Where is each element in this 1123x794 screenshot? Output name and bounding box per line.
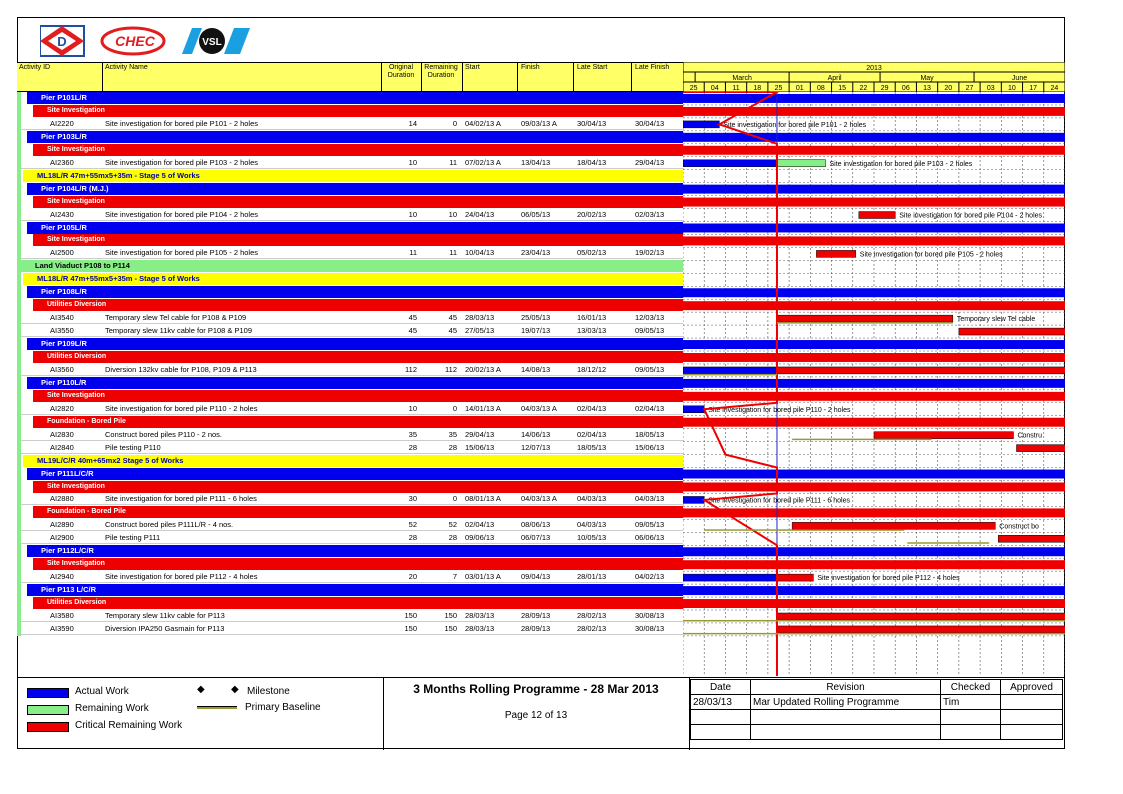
finish-date: 09/04/13 bbox=[521, 572, 551, 582]
baseline-bar bbox=[683, 620, 1065, 622]
actual-bar bbox=[683, 367, 777, 374]
original-duration: 28 bbox=[408, 533, 417, 543]
activity-row bbox=[17, 364, 683, 376]
activity-name: Pile testing P111 bbox=[105, 533, 161, 543]
finish-date: 19/07/13 bbox=[521, 326, 551, 336]
remaining-duration: 10 bbox=[448, 209, 457, 219]
gantt-timescale bbox=[683, 62, 1065, 92]
finish-date: 28/09/13 bbox=[521, 623, 551, 633]
subgroup-summary-bar bbox=[683, 560, 1065, 569]
activity-name: Pile testing P110 bbox=[105, 442, 161, 452]
late-start-date: 18/05/13 bbox=[577, 442, 607, 452]
week-label: 04 bbox=[710, 85, 719, 92]
remaining-duration: 11 bbox=[449, 157, 457, 167]
activity-name: Construct bored piles P111L/R - 4 nos. bbox=[105, 520, 234, 530]
critical-bar bbox=[777, 626, 1065, 633]
stage-header: ML18L/R 47m+55mx5+35m - Stage 5 of Works bbox=[23, 170, 683, 182]
start-date: 10/04/13 bbox=[465, 248, 495, 258]
activity-name: Construct bored piles P110 - 2 nos. bbox=[105, 429, 223, 439]
activity-name: Site investigation for bored pile P104 - 2 holes bbox=[105, 209, 259, 219]
week-label: 24 bbox=[1050, 85, 1059, 92]
original-duration: 45 bbox=[408, 313, 417, 323]
finish-date: 13/04/13 bbox=[521, 157, 551, 167]
remaining-duration: 28 bbox=[448, 533, 457, 543]
activity-id: AI2220 bbox=[50, 118, 74, 128]
programme-title: 3 Months Rolling Programme - 28 Mar 2013 bbox=[413, 682, 659, 696]
group-summary-bar bbox=[683, 379, 1065, 388]
remaining-duration: 150 bbox=[444, 623, 457, 633]
start-date: 28/03/13 bbox=[465, 313, 495, 323]
subgroup-summary-bar bbox=[683, 198, 1065, 207]
activity-name: Diversion IPA250 Gasmain for P113 bbox=[105, 623, 225, 633]
week-label: 18 bbox=[753, 85, 762, 92]
activity-id: AI3580 bbox=[50, 611, 74, 620]
late-start-date: 18/04/13 bbox=[577, 157, 607, 167]
group-summary-bar bbox=[683, 340, 1065, 349]
late-finish-date: 02/03/13 bbox=[635, 209, 665, 219]
remaining-duration: 35 bbox=[448, 429, 457, 439]
remaining-duration: 45 bbox=[448, 313, 457, 323]
month-label: March bbox=[732, 75, 752, 82]
late-start-date: 18/12/12 bbox=[577, 364, 607, 374]
milestone-diamond-icon: ◆ bbox=[197, 684, 205, 695]
logo1-text: D bbox=[57, 34, 67, 49]
bar-label: Site investigation for bored pile P104 - 2 holes bbox=[899, 212, 1043, 220]
remaining-duration: 0 bbox=[452, 118, 457, 128]
original-duration: 10 bbox=[408, 157, 417, 167]
remaining-duration: 45 bbox=[448, 326, 457, 336]
week-label: 01 bbox=[795, 85, 804, 92]
activity-name: Diversion 132kv cable for P108, P109 & P113 bbox=[105, 364, 257, 374]
activity-id: AI2900 bbox=[50, 533, 74, 543]
viaduct-header: Land Viaduct P108 to P114 bbox=[17, 260, 683, 272]
group-header: Pier P113 L/C/R bbox=[27, 584, 683, 596]
finish-date: 09/03/13 A bbox=[521, 118, 557, 128]
start-date: 07/02/13 A bbox=[465, 157, 501, 167]
legend-critical-swatch bbox=[27, 722, 69, 732]
actual-bar bbox=[683, 160, 777, 167]
late-finish-date: 19/02/13 bbox=[635, 248, 665, 258]
critical-bar bbox=[777, 315, 953, 322]
activity-id: AI3590 bbox=[50, 623, 74, 633]
subgroup-header: Site Investigation bbox=[33, 144, 683, 156]
group-header: Pier P105L/R bbox=[27, 222, 683, 234]
col-orig-duration: Original Duration bbox=[387, 64, 415, 79]
late-start-date: 16/01/13 bbox=[577, 313, 607, 323]
bar-label: Site investigation for bored pile P112 - 4 holes bbox=[817, 575, 960, 583]
activity-name: Temporary slew Tel cable for P108 & P109 bbox=[105, 313, 247, 323]
activity-id: AI2360 bbox=[50, 157, 74, 167]
activity-id: AI2840 bbox=[50, 442, 74, 452]
milestone-icon: ◆ bbox=[231, 684, 239, 695]
critical-bar bbox=[816, 250, 855, 257]
late-start-date: 04/03/13 bbox=[577, 494, 607, 504]
original-duration: 10 bbox=[408, 209, 417, 219]
start-date: 02/04/13 bbox=[465, 520, 495, 530]
activity-name: Site investigation for bored pile P103 - 2 holes bbox=[105, 157, 259, 167]
activity-row bbox=[17, 429, 683, 441]
late-finish-date: 09/05/13 bbox=[635, 520, 665, 530]
week-label: 06 bbox=[901, 85, 910, 92]
week-label: 17 bbox=[1029, 85, 1038, 92]
activity-row bbox=[17, 325, 683, 337]
remaining-duration: 11 bbox=[449, 248, 457, 258]
col-late-start: Late Start bbox=[577, 64, 608, 71]
group-header: Pier P112L/C/R bbox=[27, 545, 683, 557]
activity-row bbox=[17, 610, 683, 622]
subgroup-header: Site Investigation bbox=[33, 481, 683, 493]
original-duration: 52 bbox=[408, 520, 417, 530]
legend-actual-label: Actual Work bbox=[75, 686, 129, 697]
activity-row bbox=[17, 493, 683, 505]
group-header: Pier P109L/R bbox=[27, 338, 683, 350]
remaining-duration: 7 bbox=[452, 572, 457, 582]
critical-bar bbox=[959, 328, 1065, 335]
col-late-finish: Late Finish bbox=[635, 64, 670, 71]
original-duration: 10 bbox=[408, 403, 417, 413]
remaining-duration: 150 bbox=[444, 611, 457, 620]
activity-id: AI3540 bbox=[50, 313, 74, 323]
original-duration: 45 bbox=[408, 326, 417, 336]
start-date: 29/04/13 bbox=[465, 429, 495, 439]
start-date: 08/01/13 A bbox=[465, 494, 501, 504]
activity-name: Site investigation for bored pile P112 - 4 holes bbox=[105, 572, 258, 582]
start-date: 14/01/13 A bbox=[465, 403, 501, 413]
subgroup-header: Utilities Diversion bbox=[33, 597, 683, 609]
subgroup-header: Foundation - Bored Pile bbox=[33, 506, 683, 518]
late-finish-date: 06/06/13 bbox=[635, 533, 665, 543]
late-start-date: 05/02/13 bbox=[577, 248, 607, 258]
activity-name: Temporary slew 11kv cable for P108 & P109 bbox=[105, 326, 253, 336]
original-duration: 150 bbox=[404, 623, 417, 633]
late-start-date: 20/02/13 bbox=[577, 209, 607, 219]
activity-row bbox=[17, 571, 683, 583]
finish-date: 08/06/13 bbox=[521, 520, 551, 530]
start-date: 03/01/13 A bbox=[465, 572, 501, 582]
subgroup-header: Site Investigation bbox=[33, 558, 683, 570]
bar-label: Construct bo bbox=[999, 523, 1039, 531]
col-rem-duration: Remaining Duration bbox=[424, 64, 458, 79]
group-header: Pier P111L/C/R bbox=[27, 468, 683, 480]
original-duration: 112 bbox=[405, 364, 417, 374]
group-header: Pier P104L/R (M.J.) bbox=[27, 183, 683, 195]
late-finish-date: 29/04/13 bbox=[635, 157, 665, 167]
critical-bar bbox=[792, 522, 995, 529]
legend-remaining-label: Remaining Work bbox=[75, 703, 149, 714]
late-start-date: 04/03/13 bbox=[577, 520, 607, 530]
activity-name: Site investigation for bored pile P101 - 2 holes bbox=[105, 118, 259, 128]
col-activity-name: Activity Name bbox=[105, 64, 148, 71]
late-finish-date: 15/06/13 bbox=[635, 442, 665, 452]
month-label: June bbox=[1011, 75, 1028, 82]
baseline-bar bbox=[792, 439, 931, 441]
page-number: Page 12 of 13 bbox=[504, 710, 568, 721]
subgroup-summary-bar bbox=[683, 483, 1065, 492]
original-duration: 20 bbox=[408, 572, 417, 582]
bar-label: Temporary slew Tel cable bbox=[956, 316, 1036, 324]
finish-date: 14/06/13 bbox=[521, 429, 551, 439]
finish-date: 06/05/13 bbox=[521, 209, 551, 219]
legend-actual-swatch bbox=[27, 688, 69, 698]
gantt-chart bbox=[683, 92, 1065, 676]
bar-label: Site investigation for bored pile P101 - 2 holes bbox=[723, 121, 867, 129]
rev-revision: Mar Updated Rolling Programme bbox=[751, 695, 941, 710]
month-label: April bbox=[827, 75, 842, 82]
remaining-duration: 28 bbox=[448, 442, 457, 452]
subgroup-header: Utilities Diversion bbox=[33, 351, 683, 363]
subgroup-summary-bar bbox=[683, 301, 1065, 310]
finish-date: 04/03/13 A bbox=[521, 494, 557, 504]
start-date: 15/06/13 bbox=[465, 442, 495, 452]
chec-logo bbox=[100, 26, 166, 56]
rev-header-approved: Approved bbox=[1001, 680, 1063, 695]
start-date: 24/04/13 bbox=[465, 209, 495, 219]
finish-date: 04/03/13 A bbox=[521, 403, 557, 413]
group-summary-bar bbox=[683, 224, 1065, 233]
rev-header-checked: Checked bbox=[941, 680, 1001, 695]
activity-name: Site investigation for bored pile P110 - 2 holes bbox=[105, 403, 258, 413]
remaining-bar bbox=[777, 160, 826, 167]
start-date: 04/02/13 A bbox=[465, 118, 501, 128]
actual-bar bbox=[683, 121, 719, 128]
activity-id: AI2880 bbox=[50, 494, 74, 504]
bar-label: Constru bbox=[1017, 432, 1042, 440]
late-finish-date: 30/08/13 bbox=[635, 623, 665, 633]
original-duration: 30 bbox=[408, 494, 417, 504]
rev-header-revision: Revision bbox=[751, 680, 941, 695]
finish-date: 23/04/13 bbox=[521, 248, 551, 258]
critical-bar bbox=[998, 535, 1065, 542]
late-finish-date: 04/03/13 bbox=[635, 494, 665, 504]
late-finish-date: 30/08/13 bbox=[635, 611, 665, 620]
group-summary-bar bbox=[683, 470, 1065, 479]
legend-remaining-swatch bbox=[27, 705, 69, 715]
late-start-date: 10/05/13 bbox=[577, 533, 607, 543]
subgroup-summary-bar bbox=[683, 508, 1065, 517]
critical-bar bbox=[874, 432, 1013, 439]
baseline-bar bbox=[907, 542, 989, 544]
late-start-date: 02/04/13 bbox=[577, 429, 607, 439]
col-start: Start bbox=[465, 64, 480, 71]
year-label: 2013 bbox=[866, 65, 882, 72]
bar-label: Site investigation for bored pile P105 - 2 holes bbox=[859, 251, 1003, 259]
group-summary-bar bbox=[683, 185, 1065, 194]
subgroup-header: Site Investigation bbox=[33, 390, 683, 402]
group-header: Pier P103L/R bbox=[27, 131, 683, 143]
activity-row bbox=[17, 403, 683, 415]
group-summary-bar bbox=[683, 133, 1065, 142]
original-duration: 35 bbox=[408, 429, 417, 439]
month-label: May bbox=[920, 75, 934, 82]
activity-row bbox=[17, 157, 683, 169]
finish-date: 12/07/13 bbox=[521, 442, 551, 452]
activity-row bbox=[17, 118, 683, 130]
critical-bar bbox=[777, 613, 1065, 620]
stage-header: ML18L/R 47m+55mx5+35m - Stage 5 of Works bbox=[23, 273, 683, 285]
activity-row bbox=[17, 209, 683, 221]
week-label: 15 bbox=[838, 85, 847, 92]
late-start-date: 28/02/13 bbox=[577, 611, 607, 620]
late-start-date: 30/04/13 bbox=[577, 118, 607, 128]
subgroup-summary-bar bbox=[683, 418, 1065, 427]
revision-table bbox=[690, 679, 1063, 740]
col-activity-id: Activity ID bbox=[19, 64, 51, 71]
week-label: 29 bbox=[880, 85, 889, 92]
stage-header: ML19L/C/R 40m+65mx2 Stage 5 of Works bbox=[23, 455, 683, 467]
finish-date: 25/05/13 bbox=[521, 313, 551, 323]
actual-bar bbox=[683, 574, 777, 581]
group-header: Pier P110L/R bbox=[27, 377, 683, 389]
activity-row bbox=[17, 623, 683, 635]
critical-bar bbox=[1016, 445, 1065, 452]
subgroup-summary-bar bbox=[683, 107, 1065, 116]
col-finish: Finish bbox=[521, 64, 540, 71]
rev-date: 28/03/13 bbox=[691, 695, 751, 710]
week-label: 25 bbox=[774, 85, 783, 92]
subgroup-header: Foundation - Bored Pile bbox=[33, 416, 683, 428]
week-label: 13 bbox=[923, 85, 931, 92]
remaining-duration: 112 bbox=[445, 364, 457, 374]
bar-label: Site investigation for bored pile P103 - 2 holes bbox=[829, 160, 973, 168]
group-header: Pier P108L/R bbox=[27, 286, 683, 298]
late-finish-date: 30/04/13 bbox=[635, 118, 665, 128]
week-label: 03 bbox=[986, 85, 995, 92]
finish-date: 06/07/13 bbox=[521, 533, 551, 543]
week-label: 22 bbox=[859, 85, 868, 92]
activity-id: AI2890 bbox=[50, 520, 74, 530]
late-finish-date: 18/05/13 bbox=[635, 429, 665, 439]
activity-id: AI2830 bbox=[50, 429, 74, 439]
start-date: 28/03/13 bbox=[465, 623, 495, 633]
baseline-bar bbox=[704, 529, 904, 531]
late-start-date: 13/03/13 bbox=[577, 326, 607, 336]
start-date: 09/06/13 bbox=[465, 533, 495, 543]
remaining-duration: 0 bbox=[452, 403, 457, 413]
legend-critical-label: Critical Remaining Work bbox=[75, 720, 183, 731]
legend-baseline-label: Primary Baseline bbox=[245, 702, 321, 713]
week-label: 11 bbox=[732, 85, 740, 92]
group-summary-bar bbox=[683, 94, 1065, 103]
activity-row bbox=[17, 312, 683, 324]
actual-bar bbox=[683, 406, 704, 413]
rev-approved bbox=[1001, 695, 1063, 710]
bar-label: Site investigation for bored pile P111 - 6 holes bbox=[708, 497, 851, 505]
activity-id: AI2500 bbox=[50, 248, 74, 258]
subgroup-summary-bar bbox=[683, 392, 1065, 401]
activity-row bbox=[17, 247, 683, 259]
baseline-bar bbox=[683, 374, 777, 376]
subgroup-summary-bar bbox=[683, 236, 1065, 245]
original-duration: 14 bbox=[408, 118, 417, 128]
remaining-duration: 0 bbox=[452, 494, 457, 504]
dragages-logo bbox=[40, 24, 86, 58]
critical-bar bbox=[777, 574, 813, 581]
activity-id: AI2430 bbox=[50, 209, 74, 219]
late-start-date: 28/01/13 bbox=[577, 572, 607, 582]
group-header: Pier P101L/R bbox=[27, 92, 683, 104]
activity-id: AI2820 bbox=[50, 403, 74, 413]
week-label: 20 bbox=[944, 85, 953, 92]
late-finish-date: 04/02/13 bbox=[635, 572, 665, 582]
late-start-date: 28/02/13 bbox=[577, 623, 607, 633]
original-duration: 11 bbox=[409, 248, 417, 258]
group-summary-bar bbox=[683, 586, 1065, 595]
actual-bar bbox=[683, 496, 704, 503]
original-duration: 28 bbox=[408, 442, 417, 452]
subgroup-header: Site Investigation bbox=[33, 105, 683, 117]
subgroup-header: Site Investigation bbox=[33, 196, 683, 208]
group-summary-bar bbox=[683, 288, 1065, 297]
bar-label: Site investigation for bored pile P110 - 2 holes bbox=[708, 406, 851, 414]
vsl-logo bbox=[172, 26, 252, 56]
group-summary-bar bbox=[683, 547, 1065, 556]
start-date: 20/02/13 A bbox=[465, 364, 501, 374]
remaining-duration: 52 bbox=[448, 520, 457, 530]
subgroup-summary-bar bbox=[683, 146, 1065, 155]
activity-row bbox=[17, 519, 683, 531]
rev-header-date: Date bbox=[691, 680, 751, 695]
activity-name: Site investigation for bored pile P111 - 6 holes bbox=[105, 494, 257, 504]
start-date: 28/03/13 bbox=[465, 611, 495, 620]
late-finish-date: 12/03/13 bbox=[635, 313, 665, 323]
activity-name: Temporary slew 11kv cable for P113 bbox=[105, 611, 225, 620]
rev-checked: Tim bbox=[941, 695, 1001, 710]
original-duration: 150 bbox=[404, 611, 417, 620]
subgroup-summary-bar bbox=[683, 599, 1065, 608]
finish-date: 28/09/13 bbox=[521, 611, 551, 620]
week-label: 08 bbox=[817, 85, 825, 92]
finish-date: 14/08/13 bbox=[521, 364, 551, 374]
baseline-bar bbox=[777, 322, 953, 324]
logo2-text: CHEC bbox=[115, 33, 155, 49]
late-start-date: 02/04/13 bbox=[577, 403, 607, 413]
late-finish-date: 09/05/13 bbox=[635, 326, 665, 336]
subgroup-header: Utilities Diversion bbox=[33, 299, 683, 311]
activity-id: AI2940 bbox=[50, 572, 74, 582]
subgroup-summary-bar bbox=[683, 353, 1065, 362]
activity-name: Site investigation for bored pile P105 - 2 holes bbox=[105, 248, 259, 258]
logo3-text: VSL bbox=[202, 37, 222, 48]
activity-row bbox=[17, 442, 683, 454]
week-label: 10 bbox=[1008, 85, 1016, 92]
baseline-bar bbox=[683, 633, 1065, 635]
critical-bar bbox=[777, 367, 1065, 374]
subgroup-header: Site Investigation bbox=[33, 234, 683, 246]
outline-stripe bbox=[17, 92, 21, 636]
start-date: 27/05/13 bbox=[465, 326, 495, 336]
late-finish-date: 09/05/13 bbox=[635, 364, 665, 374]
legend-baseline-line bbox=[197, 706, 237, 709]
activity-id: AI3550 bbox=[50, 326, 74, 336]
activity-row bbox=[17, 532, 683, 544]
activity-id: AI3560 bbox=[50, 364, 74, 374]
critical-bar bbox=[859, 212, 895, 219]
late-finish-date: 02/04/13 bbox=[635, 403, 665, 413]
week-label: 25 bbox=[689, 85, 698, 92]
legend-milestone-label: Milestone bbox=[247, 686, 290, 697]
week-label: 27 bbox=[965, 85, 974, 92]
